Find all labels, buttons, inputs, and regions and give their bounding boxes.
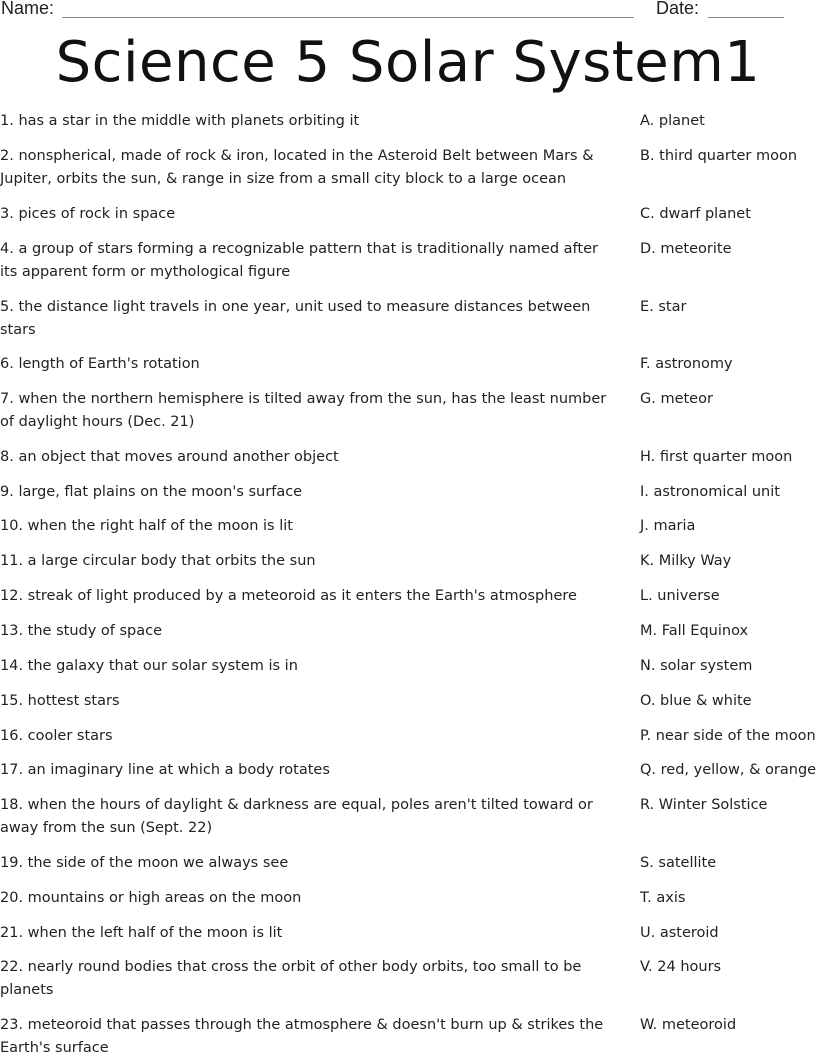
clue-item: 1. has a star in the middle with planets orbiting it <box>0 113 360 129</box>
answer-option: C. dwarf planet <box>640 206 751 222</box>
date-label: Date: <box>656 0 700 18</box>
clue-item: 16. cooler stars <box>0 728 113 744</box>
clue-item: 12. streak of light produced by a meteoroid as it enters the Earth's atmosphere <box>0 588 577 604</box>
answer-option: V. 24 hours <box>640 959 722 975</box>
answer-option: K. Milky Way <box>640 553 732 569</box>
clue-item: 22. nearly round bodies that cross the orbit of other body orbits, too small to be planets <box>0 959 582 998</box>
clue-item: 10. when the right half of the moon is lit <box>0 518 293 534</box>
name-blank-line[interactable] <box>62 17 634 18</box>
answer-option: E. star <box>640 299 687 315</box>
answer-option: G. meteor <box>640 391 713 407</box>
clue-item: 18. when the hours of daylight & darkness are equal, poles aren't tilted toward or away from the sun (Sept. 22) <box>0 797 593 836</box>
answer-option: P. near side of the moon <box>640 728 816 744</box>
clue-item: 9. large, flat plains on the moon's surface <box>0 484 303 500</box>
clue-item: 14. the galaxy that our solar system is in <box>0 658 298 674</box>
clue-item: 23. meteoroid that passes through the atmosphere & doesn't burn up & strikes the Earth's surface <box>0 1017 604 1056</box>
clue-item: 20. mountains or high areas on the moon <box>0 890 302 906</box>
clue-item: 7. when the northern hemisphere is tilted away from the sun, has the least number of daylight hours (Dec. 21) <box>0 391 607 430</box>
clue-item: 15. hottest stars <box>0 693 120 709</box>
clue-item: 19. the side of the moon we always see <box>0 855 289 871</box>
clue-item: 8. an object that moves around another object <box>0 449 339 465</box>
clue-item: 6. length of Earth's rotation <box>0 356 200 372</box>
answer-option: R. Winter Solstice <box>640 797 768 813</box>
answer-option: T. axis <box>640 890 686 906</box>
clue-item: 11. a large circular body that orbits the sun <box>0 553 316 569</box>
answer-option: A. planet <box>640 113 705 129</box>
answer-option: J. maria <box>640 518 696 534</box>
answer-option: M. Fall Equinox <box>640 623 749 639</box>
worksheet-header <box>0 0 816 24</box>
date-blank-line[interactable] <box>708 17 784 18</box>
answer-option: N. solar system <box>640 658 753 674</box>
answer-option: S. satellite <box>640 855 717 871</box>
name-label: Name: <box>1 0 55 18</box>
clue-item: 5. the distance light travels in one year, unit used to measure distances between stars <box>0 299 591 338</box>
clue-item: 17. an imaginary line at which a body rotates <box>0 762 330 778</box>
answer-option: F. astronomy <box>640 356 733 372</box>
answer-option: O. blue & white <box>640 693 752 709</box>
answer-option: I. astronomical unit <box>640 484 780 500</box>
answer-option: L. universe <box>640 588 720 604</box>
answer-option: H. first quarter moon <box>640 449 793 465</box>
answer-option: U. asteroid <box>640 925 719 941</box>
clue-item: 21. when the left half of the moon is lit <box>0 925 283 941</box>
worksheet-title: Science 5 Solar System1 <box>55 30 761 95</box>
clue-item: 13. the study of space <box>0 623 163 639</box>
clue-item: 2. nonspherical, made of rock & iron, located in the Asteroid Belt between Mars & Jupiter, orbits the sun, & range in size from a small city block to a large ocean <box>0 148 594 187</box>
answer-option: D. meteorite <box>640 241 732 257</box>
answer-option: B. third quarter moon <box>640 148 798 164</box>
clue-item: 4. a group of stars forming a recognizable pattern that is traditionally named after its apparent form or mythological figure <box>0 241 598 280</box>
answer-option: W. meteoroid <box>640 1017 737 1033</box>
clue-item: 3. pices of rock in space <box>0 206 176 222</box>
answer-option: Q. red, yellow, & orange <box>640 762 816 778</box>
